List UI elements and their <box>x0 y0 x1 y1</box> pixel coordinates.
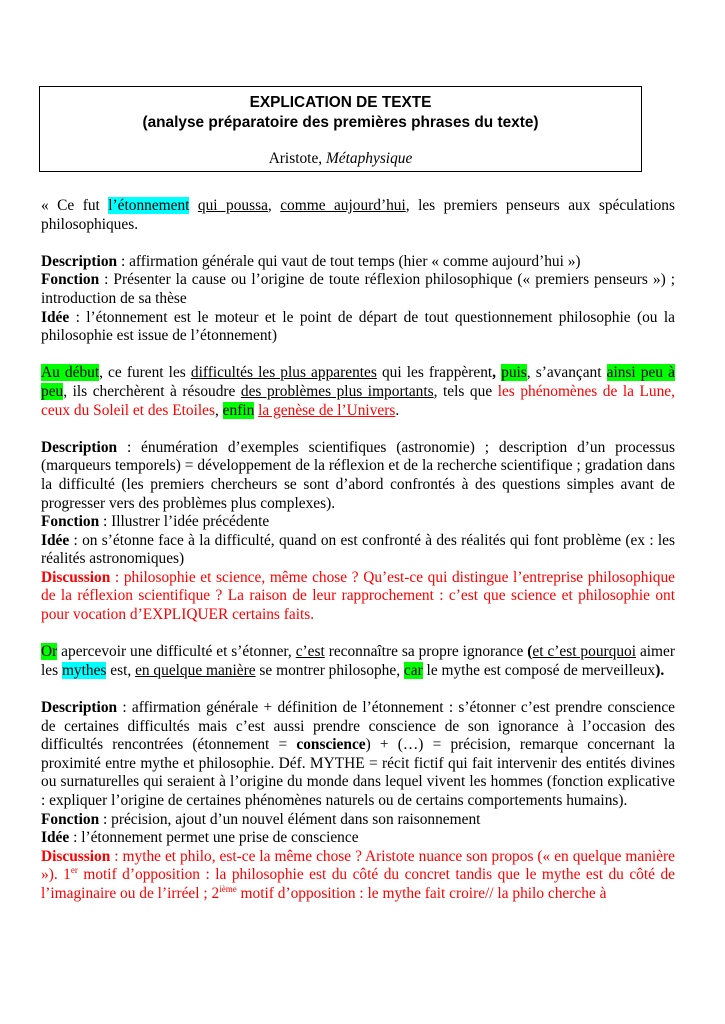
idee-2: Idée : on s’étonne face à la difficulté, quand on est confronté à des réalités qui font problème (ex : les réalités astronomiques) <box>41 531 675 568</box>
highlight-puis: puis <box>501 364 527 382</box>
discussion-2: Discussion : philosophie et science, même chose ? Qu’est-ce qui distingue l’entreprise philosophique de la réflexion scientifique ? La raison de leur rapprochement : c’est que science et philosophie ont pour vocation d’EXPLIQUER certains faits. <box>41 568 675 624</box>
quote-paragraph-3: Or apercevoir une difficulté et s’étonner, c’est reconnaître sa propre ignorance (et c’est pourquoi aimer les mythes est, en quelque manière se montrer philosophe, car le mythe est composé de merveilleux). <box>41 643 675 679</box>
description-3: Description : affirmation générale + définition de l’étonnement : s’étonner c’est prendre conscience de certaines difficultés mais c’est aussi prendre conscience de son ignorance à l’occasion des difficultés rencontrées (étonnement = conscience) + (…) = précision, remarque concernant la proximité entre mythe et philosophie. Déf. MYTHE = récit fictif qui fait intervenir des entités divines ou surnaturelles qui seraient à l’origine du monde dans lequel vivent les hommes (fonction explicative : expliquer l’origine de certaines phénomènes naturels ou de certains comportements humains). <box>41 699 675 809</box>
document-subtitle: (analyse préparatoire des premières phrases du texte) <box>142 114 539 131</box>
quote-paragraph-2: Au début, ce furent les difficultés les plus apparentes qui les frappèrent, puis, s’avançant ainsi peu à peu, ils cherchèrent à résoudre des problèmes plus importants, tels que les phénomènes de la Lune, ceux du Soleil et des Etoiles, enfin la genèse de l’Univers. <box>41 364 675 419</box>
quote-paragraph-1: « Ce fut l’étonnement qui poussa, comme aujourd’hui, les premiers penseurs aux spéculations philosophiques. <box>41 197 675 233</box>
highlight-car: car <box>403 661 423 679</box>
idee-3: Idée : l’étonnement permet une prise de conscience <box>41 829 359 847</box>
underline-qui-poussa: qui poussa <box>197 197 268 214</box>
fonction-2: Fonction : Illustrer l’idée précédente <box>41 513 270 531</box>
highlight-au-debut: Au début <box>41 364 100 382</box>
document-body <box>41 197 675 904</box>
author-name: Aristote, <box>268 150 326 167</box>
discussion-3: Discussion : mythe et philo, est-ce la même chose ? Aristote nuance son propos (« en quelque manière »). 1er motif d’opposition : la philosophie est du côté du concret tandis que le mythe est du côté de l’imaginaire ou de l’irréel ; 2ième motif d’opposition : le mythe fait croire// la philo cherche à <box>41 847 675 902</box>
description-2: Description : énumération d’exemples scientifiques (astronomie) ; description d’un processus (marqueurs temporels) = développement de la réflexion et de la recherche scientifique ; gradation dans la difficulté (les premiers chercheurs se sont d’abord confrontés à des questions simples avant de progresser vers des problèmes plus complexes). <box>41 438 675 512</box>
work-title: Métaphysique <box>325 150 413 167</box>
underline-et-cest-pourquoi: et c’est pourquoi <box>532 643 637 661</box>
highlight-ainsi-peu-a-peu: ainsi peu à peu <box>41 364 675 400</box>
idee-1: Idée : l’étonnement est le moteur et le point de départ de tout questionnement philosophie (ou la philosophie est issue de l’étonnement) <box>41 308 675 345</box>
red-genese-univers: la genèse de l’Univers <box>258 401 396 419</box>
underline-difficultes: difficultés les plus apparentes <box>190 364 377 382</box>
fonction-3: Fonction : précision, ajout d’un nouvel élément dans son raisonnement <box>41 810 481 828</box>
underline-cest: c’est <box>295 643 325 661</box>
description-1: Description : affirmation générale qui vaut de tout temps (hier « comme aujourd’hui ») <box>41 252 581 270</box>
highlight-etonnement: l’étonnement <box>108 197 190 214</box>
highlight-or: Or <box>41 643 58 661</box>
underline-problemes: des problèmes plus importants <box>240 382 434 400</box>
fonction-1: Fonction : Présenter la cause ou l’origine de toute réflexion philosophique (« premiers penseurs ») ; introduction de sa thèse <box>41 271 675 307</box>
title-box <box>39 86 642 172</box>
underline-comme-aujourdhui: comme aujourd’hui <box>280 197 406 214</box>
highlight-mythes: mythes <box>61 661 107 679</box>
underline-en-quelque-maniere: en quelque manière <box>135 661 256 679</box>
source-reference <box>40 149 641 169</box>
highlight-enfin: enfin <box>222 401 255 419</box>
document-title: EXPLICATION DE TEXTE <box>249 94 432 111</box>
red-phenomenes: les phénomènes de la Lune, ceux du Soleil et des Etoiles <box>41 382 675 419</box>
